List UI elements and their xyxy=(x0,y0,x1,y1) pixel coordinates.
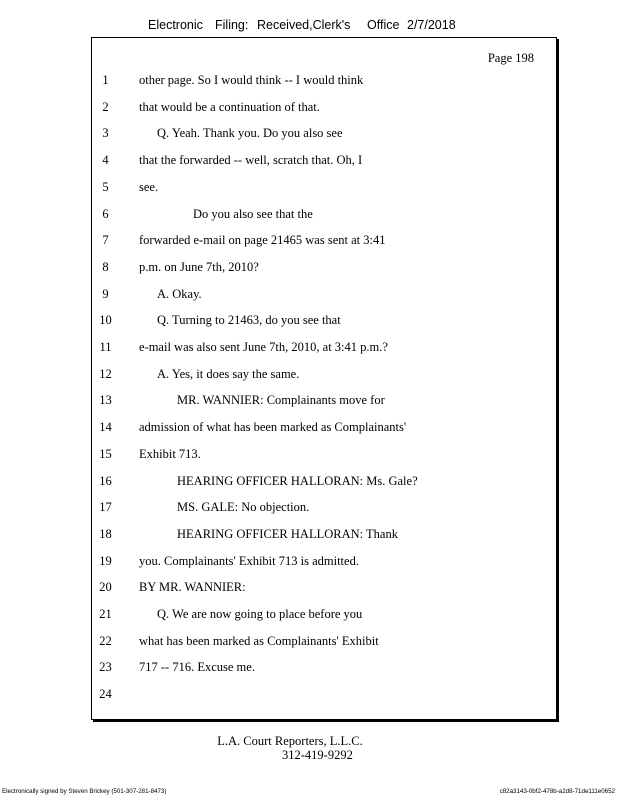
line-number: 15 xyxy=(99,446,112,461)
reporter-firm: L.A. Court Reporters, L.L.C. xyxy=(217,734,363,748)
line-number: 4 xyxy=(102,153,109,168)
electronic-signature: Electronically signed by Steven Brickey (501-307-281-8473) xyxy=(2,788,167,795)
reporter-phone: 312-419-9292 xyxy=(282,748,353,762)
line-text: that the forwarded -- well, scratch that. Oh, I xyxy=(139,153,363,168)
transcript-line xyxy=(92,180,558,200)
transcript-line xyxy=(92,393,558,413)
line-number: 5 xyxy=(102,179,109,194)
line-text: that would be a continuation of that. xyxy=(139,99,320,114)
line-text: what has been marked as Complainants' Exhibit xyxy=(139,633,379,648)
transcript-line xyxy=(92,367,558,387)
line-number: 7 xyxy=(102,233,109,248)
line-text: forwarded e-mail on page 21465 was sent at 3:41 xyxy=(139,233,386,248)
line-number: 17 xyxy=(99,500,112,515)
stamp-date: 2/7/2018 xyxy=(407,18,456,32)
line-number: 12 xyxy=(99,366,112,381)
line-text: HEARING OFFICER HALLORAN: Thank xyxy=(177,526,398,541)
line-text: A. Okay. xyxy=(157,286,202,301)
line-text: A. Yes, it does say the same. xyxy=(157,366,300,381)
line-text: e-mail was also sent June 7th, 2010, at 3:41 p.m.? xyxy=(139,340,388,354)
line-number: 10 xyxy=(99,313,112,328)
transcript-line xyxy=(92,73,558,93)
line-text: you. Complainants' Exhibit 713 is admitted. xyxy=(139,553,359,568)
line-text: Q. Turning to 21463, do you see that xyxy=(157,313,341,328)
line-text: admission of what has been marked as Complainants' xyxy=(139,420,407,435)
line-text: BY MR. WANNIER: xyxy=(139,580,246,595)
transcript-line xyxy=(92,287,558,307)
line-number: 22 xyxy=(99,633,112,648)
line-number: 16 xyxy=(99,473,112,488)
line-number: 18 xyxy=(99,526,112,541)
stamp-word-received: Received,Clerk's xyxy=(257,18,351,32)
line-text: Q. Yeah. Thank you. Do you also see xyxy=(157,126,343,141)
line-text: HEARING OFFICER HALLORAN: Ms. Gale? xyxy=(177,473,418,488)
transcript-line xyxy=(92,153,558,173)
line-text: other page. So I would think -- I would think xyxy=(139,73,364,87)
line-number: 2 xyxy=(102,99,109,114)
line-text: 717 -- 716. Excuse me. xyxy=(139,660,255,675)
transcript-line xyxy=(92,660,558,680)
line-text: Do you also see that the xyxy=(193,206,313,221)
transcript-line xyxy=(92,634,558,654)
transcript-line xyxy=(92,340,558,360)
transcript-line xyxy=(92,100,558,120)
signature-hash: c82a3143-0bf2-478b-a2d8-71de111e0652 xyxy=(499,788,615,795)
page-number: Page 198 xyxy=(487,51,534,65)
stamp-word-office: Office xyxy=(367,18,400,32)
line-number: 8 xyxy=(102,259,109,274)
transcript-line xyxy=(92,554,558,574)
line-text: Q. We are now going to place before you xyxy=(157,607,363,621)
line-number: 6 xyxy=(102,206,109,221)
line-text: see. xyxy=(139,179,159,194)
stamp-word-filing: Filing: xyxy=(215,18,249,32)
line-number: 14 xyxy=(99,420,112,435)
line-number: 23 xyxy=(99,660,112,675)
line-number: 9 xyxy=(102,286,109,301)
line-text: MS. GALE: No objection. xyxy=(177,500,310,515)
transcript-line xyxy=(92,687,558,707)
transcript-line xyxy=(92,607,558,627)
line-number: 21 xyxy=(99,607,112,621)
transcript-page xyxy=(91,37,557,720)
line-number: 3 xyxy=(102,126,109,141)
transcript-line xyxy=(92,313,558,333)
transcript-line xyxy=(92,260,558,280)
line-number: 20 xyxy=(99,580,112,595)
transcript-line xyxy=(92,420,558,440)
line-text: p.m. on June 7th, 2010? xyxy=(139,259,259,274)
line-number: 19 xyxy=(99,553,112,568)
transcript-line xyxy=(92,126,558,146)
line-text: MR. WANNIER: Complainants move for xyxy=(177,393,385,408)
transcript-line xyxy=(92,580,558,600)
transcript-line xyxy=(92,233,558,253)
transcript-line xyxy=(92,527,558,547)
line-text: Exhibit 713. xyxy=(139,446,201,461)
line-number: 11 xyxy=(99,340,112,354)
transcript-line xyxy=(92,474,558,494)
line-number: 1 xyxy=(102,73,109,87)
stamp-word-electronic: Electronic xyxy=(148,18,203,32)
line-number: 13 xyxy=(99,393,112,408)
line-number: 24 xyxy=(99,687,112,702)
transcript-line xyxy=(92,207,558,227)
transcript-line xyxy=(92,447,558,467)
transcript-line xyxy=(92,500,558,520)
